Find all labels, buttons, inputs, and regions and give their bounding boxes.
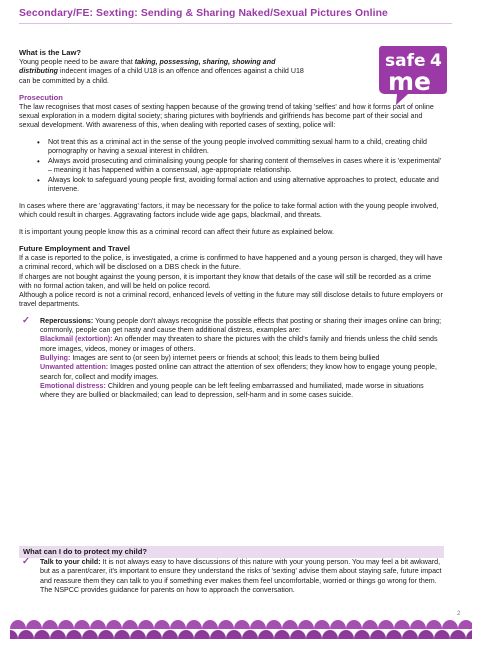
scallop-shape [274, 630, 290, 639]
main-content [19, 48, 444, 400]
scallop-shape [338, 630, 354, 639]
repercussion-term: Unwanted attention: [40, 363, 109, 372]
check-icon: ✓ [22, 314, 30, 326]
scallop-shape [282, 620, 298, 629]
scallop-shape [362, 620, 378, 629]
scallop-shape [146, 630, 162, 639]
scallop-shape [386, 630, 402, 639]
scallop-shape [450, 630, 466, 639]
scallop-shape [74, 620, 90, 629]
scallop-shape [330, 620, 346, 629]
scallop-shape [378, 620, 394, 629]
law-emphasis-2: distributing [19, 67, 59, 76]
list-item: • Not treat this as a criminal act in the sense of the young people involved committing sexual harm to a child, creating child pornography or having a sexual interest in children. [37, 138, 444, 157]
scallop-shape [402, 630, 418, 639]
scallop-shape [370, 630, 386, 639]
talk-to-child-block [19, 558, 444, 595]
scallop-shape [394, 620, 410, 629]
repercussion-text: An offender may threaten to share the pictures with the child's family and friends unless the child sends more images, videos, money or images of others. [40, 335, 438, 353]
repercussion-item [40, 335, 444, 354]
scallop-shape [18, 630, 34, 639]
scallop-shape [250, 620, 266, 629]
scalloped-footer-border [10, 617, 472, 641]
law-text-3: can be committed by a child. [19, 76, 109, 85]
scallop-shape [322, 630, 338, 639]
repercussion-term: Blackmail (extortion): [40, 335, 113, 344]
scallop-shape [210, 630, 226, 639]
scallop-shape [130, 630, 146, 639]
check-icon: ✓ [22, 556, 30, 567]
scallop-shape [34, 630, 50, 639]
prosecution-intro: The law recognises that most cases of sexting happen because of the growing trend of taking 'selfies' and how it forms part of online sexual exploration in a modern digital society; sharing pictures with boyfriends and girlfriends has become part of their social and sexual development. With awareness of this, when dealing with reported cases of sexting, police will: [19, 102, 434, 130]
scallop-shape [154, 620, 170, 629]
scallop-shape [458, 620, 472, 629]
list-item: • Always look to safeguard young people first, avoiding formal action and using alternative approaches to protect, educate and intervene. [37, 176, 444, 195]
scallop-shape [194, 630, 210, 639]
scallop-shape [434, 630, 450, 639]
repercussions-label: Repercussions: [40, 316, 94, 325]
scallop-shape [426, 620, 442, 629]
scallop-shape [170, 620, 186, 629]
future-text-3: Although a police record is not a criminal record, enhanced levels of vetting in the future may still disclose details to future employers or travel departments. [19, 291, 443, 309]
criminal-record-note: It is important young people know this as a criminal record can affect their future as explained below. [19, 227, 334, 236]
scallop-shape [306, 630, 322, 639]
scallop-shape [186, 620, 202, 629]
scallop-shape [58, 620, 74, 629]
scallop-shape [442, 620, 458, 629]
aggravating-factors-text: In cases where there are 'aggravating' factors, it may be necessary for the police to take formal action with the young people involved, which could result in charges. Aggravating factors include wide age gaps, blackmail, and threats. [19, 202, 439, 220]
future-heading: Future Employment and Travel [19, 243, 130, 253]
talk-to-child-text: It is not always easy to have discussions of this nature with your young person. You may feel a bit awkward, but as a parent/carer, it's important to ensure they understand the risks of 'sexting' advise them about staying safe, future impact and reassure them they can talk to you if something ever makes them feel uncomfortable, worried or things go wrong for them. The NSPCC provides guidance for parents on how to approach the conversation. [40, 558, 442, 594]
page-title: Secondary/FE: Sexting: Sending & Sharing Naked/Sexual Pictures Online [19, 8, 388, 19]
prosecution-heading: Prosecution [19, 92, 63, 102]
future-text-2: If charges are not bought against the young person, it is important they know that details of the case will still be recorded as a crime with no formal action taken, and will be held on police record. [19, 272, 432, 290]
scallop-shape [50, 630, 66, 639]
scallop-shape [10, 630, 18, 639]
scallop-shape [258, 630, 274, 639]
logo-safe-text: safe [385, 51, 426, 71]
repercussion-text: Children and young people can be left feeling embarrassed and humiliated, made worse in situations where they are bullied or blackmailed; can lead to depression, self-harm and in some cases suicide. [40, 381, 424, 400]
scallop-shape [314, 620, 330, 629]
scallop-shape [242, 630, 258, 639]
scallop-shape [122, 620, 138, 629]
title-divider [19, 23, 452, 24]
scallop-shape [234, 620, 250, 629]
scallop-shape [290, 630, 306, 639]
scallop-shape [466, 630, 472, 639]
talk-to-child-label: Talk to your child: [40, 558, 101, 566]
scallop-shape [10, 620, 26, 629]
scallop-shape [98, 630, 114, 639]
scallop-shape [162, 630, 178, 639]
scallop-shape [410, 620, 426, 629]
scallop-shape [114, 630, 130, 639]
scallop-shape [42, 620, 58, 629]
law-text-2: indecent images of a child U18 is an offence and offences against a child U18 [58, 67, 304, 76]
scallop-shape [218, 620, 234, 629]
scallop-shape [66, 630, 82, 639]
list-item: • Always avoid prosecuting and criminalising young people for sharing content of themselves in cases where it is 'experimental' – meaning it has happened within a consensual, age-appropriate relationship. [37, 157, 444, 176]
scallop-shape [82, 630, 98, 639]
scallop-shape [266, 620, 282, 629]
page-number: 2 [457, 611, 461, 617]
repercussions-text: Young people don't always recognise the possible effects that posting or sharing their images online can bring; commonly, people can get nasty and cause them additional distress, examples are: [40, 316, 442, 335]
repercussion-item [40, 363, 444, 382]
logo-number-text: 4 [430, 51, 442, 71]
scallop-shape [202, 620, 218, 629]
law-text-1: Young people need to be aware that [19, 58, 135, 66]
scallop-shape [354, 630, 370, 639]
scallop-shape [346, 620, 362, 629]
scallop-shape [26, 620, 42, 629]
scallop-shape [138, 620, 154, 629]
repercussion-text: Images posted online can attract the attention of sex offenders; they know how to engage young people, search for, collect and modify images. [40, 363, 437, 381]
scallop-shape [418, 630, 434, 639]
scallop-shape [226, 630, 242, 639]
protect-heading: What can I do to protect my child? [23, 547, 148, 556]
law-heading: What is the Law? [19, 48, 82, 57]
scallop-shape [90, 620, 106, 629]
future-text-1: If a case is reported to the police, is investigated, a crime is confirmed to have happened and a young person is charged, they will have a criminal record, which will be disclosed on a DBS check in the future. [19, 253, 443, 272]
logo-me-text: me [388, 67, 432, 96]
repercussion-term: Bullying: [40, 353, 71, 362]
repercussion-text: Images are sent to (or seen by) internet peers or friends at school; this leads to them being bullied [70, 353, 380, 362]
scallop-shape [298, 620, 314, 629]
repercussion-term: Emotional distress: [40, 381, 106, 390]
scallop-shape [178, 630, 194, 639]
law-emphasis-1: taking, possessing, sharing, showing and [134, 58, 276, 66]
repercussion-item [40, 354, 444, 363]
police-approach-list [37, 138, 444, 195]
repercussion-item [40, 382, 444, 401]
scallop-shape [106, 620, 122, 629]
repercussions-block [19, 314, 444, 401]
law-paragraph [19, 58, 371, 86]
protect-section [19, 558, 444, 595]
